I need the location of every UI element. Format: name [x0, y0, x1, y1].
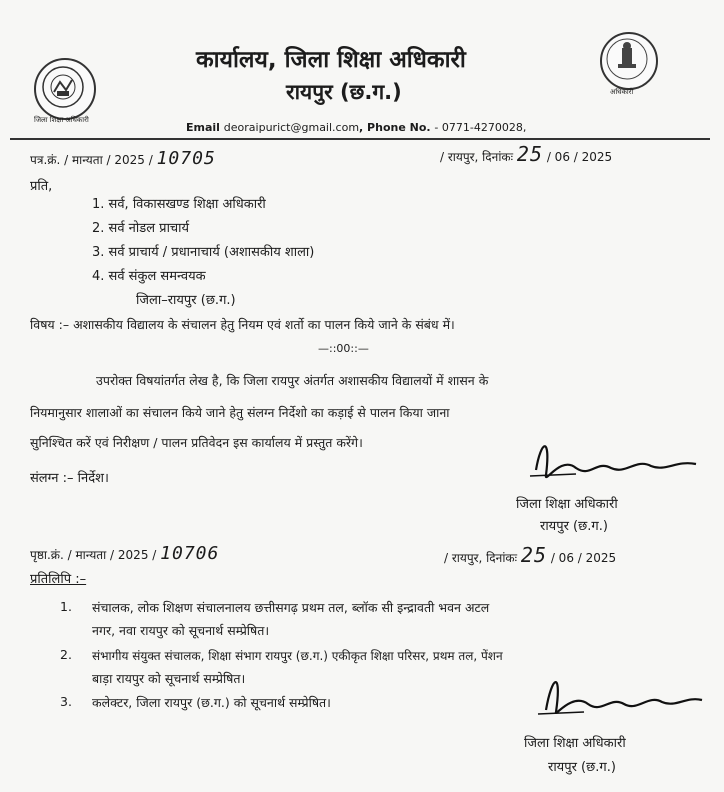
- copy-item-line: कलेक्टर, जिला रायपुर (छ.ग.) को सूचनार्थ सम्प्रेषित।: [92, 695, 331, 710]
- recipient-item: 1. सर्व, विकासखण्ड शिक्षा अधिकारी: [92, 197, 266, 212]
- phone-value: - 0771-4270028,: [434, 121, 527, 134]
- email-value: deoraipurict@gmail.com: [223, 121, 360, 134]
- signature-scribble: [520, 660, 710, 720]
- endorsement-place-date: [444, 543, 616, 567]
- body-line: नियमानुसार शालाओं का संचालन किये जाने हेतु संलग्न निर्देशो का कड़ाई से पालन किया जाना: [30, 405, 450, 420]
- to-label: प्रति,: [30, 179, 53, 194]
- endorsement-signatory-title: जिला शिक्षा अधिकारी: [524, 736, 626, 751]
- subject-divider: —::00::—: [318, 342, 369, 355]
- phone-label: Phone No.: [367, 121, 431, 134]
- letter-ref-prefix: पत्र.क्रं. / मान्यता / 2025 /: [30, 153, 153, 167]
- emblem-icon: [36, 60, 94, 118]
- left-logo-caption: जिला शिक्षा अधिकारी: [34, 116, 89, 124]
- copy-item-number: 1.: [60, 599, 72, 614]
- contact-line: Email deoraipurict@gmail.com, Phone No. - 0771-4270028,: [186, 121, 527, 134]
- district-education-logo: [34, 58, 96, 120]
- email-label: Email: [186, 121, 220, 134]
- signatory-title: जिला शिक्षा अधिकारी: [516, 497, 618, 512]
- ashoka-emblem-icon: [602, 34, 656, 88]
- enclosure-line: संलग्न :– निर्देश।: [30, 471, 109, 486]
- endorsement-ref-prefix: पृष्ठा.क्रं. / मान्यता / 2025 /: [30, 548, 157, 562]
- state-emblem-logo: [600, 32, 658, 90]
- letter-place-date-prefix: / रायपुर, दिनांकः: [440, 150, 514, 164]
- endorsement-ref-number: 10706: [160, 543, 220, 564]
- subject-line: विषय :– अशासकीय विद्यालय के संचालन हेतु नियम एवं शर्तो का पालन किये जाने के संबंध में।: [30, 317, 455, 332]
- right-logo-caption: अधिकारी: [610, 88, 634, 96]
- office-title: कार्यालय, जिला शिक्षा अधिकारी: [196, 47, 466, 73]
- signatory-place: रायपुर (छ.ग.): [540, 519, 608, 534]
- header-rule: [10, 138, 710, 140]
- signature-scribble: [516, 430, 706, 490]
- copy-item-line: संभागीय संयुक्त संचालक, शिक्षा संभाग रायपुर (छ.ग.) एकीकृत शिक्षा परिसर, प्रथम तल, पेंशन: [92, 649, 503, 663]
- letter-ref: [30, 148, 216, 169]
- office-city: रायपुर (छ.ग.): [286, 80, 402, 104]
- recipient-district: जिला–रायपुर (छ.ग.): [136, 293, 236, 308]
- letter-ref-number: 10705: [156, 148, 216, 169]
- endorsement-date-rest: / 06 / 2025: [550, 551, 617, 565]
- endorsement-ref: [30, 543, 219, 564]
- endorsement-place-date-prefix: / रायपुर, दिनांकः: [444, 551, 518, 565]
- recipient-item: 4. सर्व संकुल समन्वयक: [92, 269, 206, 284]
- copy-item-line: संचालक, लोक शिक्षण संचालनालय छत्तीसगढ़ प्रथम तल, ब्लॉक सी इन्द्रावती भवन अटल: [92, 600, 490, 615]
- body-line: उपरोक्त विषयांतर्गत लेख है, कि जिला रायपुर अंतर्गत अशासकीय विद्यालयों में शासन के: [96, 373, 489, 388]
- letter-place-date: [440, 142, 612, 166]
- endorsement-signatory-place: रायपुर (छ.ग.): [548, 760, 616, 775]
- endorsement-date-day: 25: [520, 543, 547, 567]
- copy-item-line: नगर, नवा रायपुर को सूचनार्थ सम्प्रेषित।: [92, 623, 270, 638]
- copy-item-line: बाड़ा रायपुर को सूचनार्थ सम्प्रेषित।: [92, 671, 246, 686]
- recipient-item: 3. सर्व प्राचार्य / प्रधानाचार्य (अशासकीय शाला): [92, 245, 315, 260]
- letter-date-rest: / 06 / 2025: [546, 150, 613, 164]
- recipient-item: 2. सर्व नोडल प्राचार्य: [92, 221, 190, 236]
- letter-date-day: 25: [516, 142, 543, 166]
- copy-label: प्रतिलिपि :–: [30, 572, 87, 587]
- copy-item-number: 3.: [60, 694, 72, 709]
- copy-item-number: 2.: [60, 647, 72, 662]
- body-line: सुनिश्चित करें एवं निरीक्षण / पालन प्रतिवेदन इस कार्यालय में प्रस्तुत करेंगे।: [30, 435, 363, 450]
